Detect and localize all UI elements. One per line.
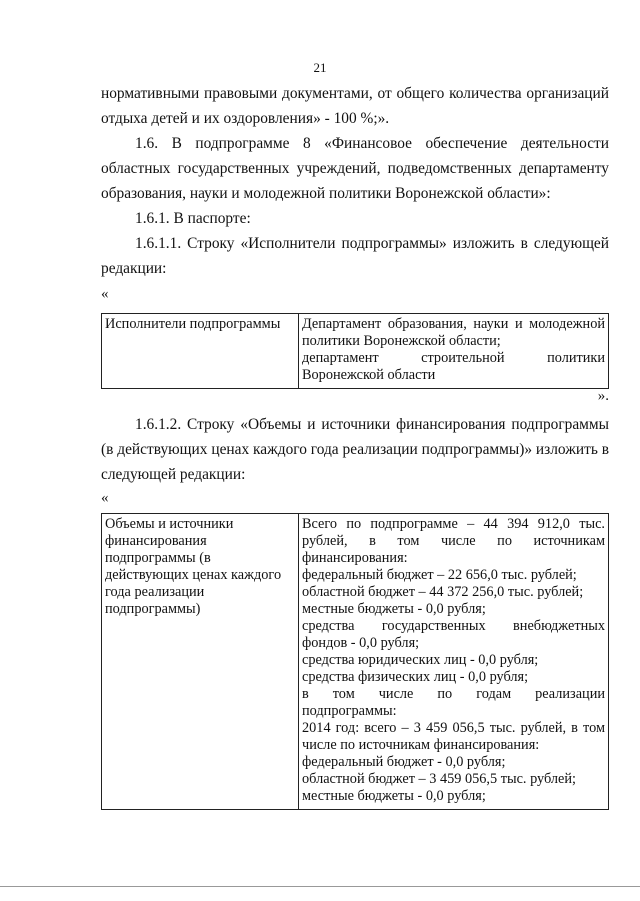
financing-label-cell: [102, 514, 299, 810]
cell-line: числе по источникам финансирования:: [302, 737, 540, 753]
cell-line: Объемы и источники: [105, 516, 234, 532]
cell-line: подпрограммы): [105, 601, 201, 617]
page-number: 21: [313, 60, 327, 75]
cell-line: в том числе по годам реализации: [302, 686, 605, 702]
cell-line: подпрограммы:: [302, 703, 397, 719]
cell-line: средства государственных внебюджетных: [302, 618, 605, 634]
executors-table: [101, 313, 609, 389]
cell-line: финансирования:: [302, 550, 408, 566]
cell-line: Воронежской области: [302, 367, 436, 383]
table-row: [102, 514, 609, 810]
cell-line: местные бюджеты - 0,0 рубля;: [302, 788, 486, 804]
opening-quote-1: «: [101, 286, 109, 302]
cell-line: Департамент образования, науки и молодежной: [302, 316, 605, 332]
cell-line: местные бюджеты - 0,0 рубля;: [302, 601, 486, 617]
cell-line: года реализации: [105, 584, 205, 600]
opening-quote-2: «: [101, 490, 109, 506]
paragraph-1-6-1-2: 1.6.1.2. Строку «Объемы и источники финансирования подпрограммы (в действующих ценах каждого года реализации подпрограммы)» изложить в следующей редакции:: [101, 416, 609, 483]
cell-line: финансирования: [105, 533, 207, 549]
financing-table: [101, 513, 609, 810]
cell-line: департамент строительной политики: [302, 350, 605, 366]
cell-line: средства юридических лиц - 0,0 рубля;: [302, 652, 539, 668]
page-bottom-rule: [0, 886, 640, 887]
paragraph-1-6: 1.6. В подпрограмме 8 «Финансовое обеспечение деятельности областных государственных учреждений, подведомственных департаменту образования, науки и молодежной политики Воронежской области»:: [101, 135, 609, 202]
cell-line: Всего по подпрограмме – 44 394 912,0 тыс.: [302, 516, 605, 532]
cell-line: областной бюджет – 3 459 056,5 тыс. рублей;: [302, 771, 577, 787]
cell-line: фондов - 0,0 рубля;: [302, 635, 420, 651]
financing-value-cell: [299, 514, 609, 810]
executors-value-cell: [299, 314, 609, 389]
cell-line: подпрограммы (в: [105, 550, 211, 566]
closing-quote-1: ».: [597, 388, 609, 404]
cell-line: действующих ценах каждого: [105, 567, 282, 583]
cell-line: средства физических лиц - 0,0 рубля;: [302, 669, 529, 685]
cell-line: политики Воронежской области;: [302, 333, 501, 349]
cell-line: федеральный бюджет - 0,0 рубля;: [302, 754, 506, 770]
paragraph-1-6-1-1: 1.6.1.1. Строку «Исполнители подпрограммы» изложить в следующей редакции:: [101, 235, 609, 277]
table-row: [102, 314, 609, 389]
paragraph-1-6-1: 1.6.1. В паспорте:: [135, 210, 251, 227]
paragraph-continuation: нормативными правовыми документами, от общего количества организаций отдыха детей и их оздоровления» - 100 %;».: [101, 85, 609, 127]
executors-label-cell: Исполнители подпрограммы: [102, 314, 299, 389]
cell-line: 2014 год: всего – 3 459 056,5 тыс. рублей, в том: [302, 720, 605, 736]
cell-line: рублей, в том числе по источникам: [302, 533, 605, 549]
cell-line: областной бюджет – 44 372 256,0 тыс. рублей;: [302, 584, 584, 600]
cell-line: федеральный бюджет – 22 656,0 тыс. рублей;: [302, 567, 577, 583]
